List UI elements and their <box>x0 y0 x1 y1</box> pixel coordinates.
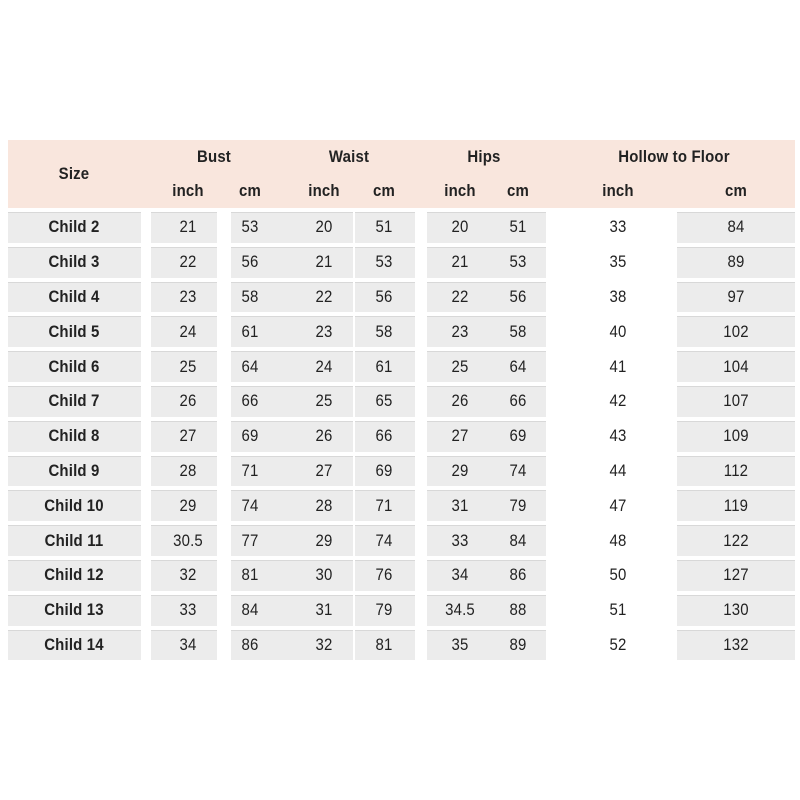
value-cell: 79 <box>375 600 393 620</box>
value-cell: 79 <box>509 495 527 515</box>
value-cell: 21 <box>315 252 333 272</box>
value-cell: 71 <box>241 460 259 480</box>
value-cell: 77 <box>241 530 259 550</box>
value-cell: 74 <box>509 460 527 480</box>
value-cell: 86 <box>241 634 259 654</box>
value-cell: 26 <box>179 391 197 411</box>
value-cell: 33 <box>451 530 469 550</box>
value-cell: 51 <box>509 217 527 237</box>
size-cell: Child 6 <box>48 356 100 376</box>
unit-header-inch: inch <box>444 181 476 200</box>
value-cell: 34 <box>179 634 197 654</box>
value-cell: 84 <box>509 530 527 550</box>
size-cell: Child 7 <box>48 391 100 411</box>
value-cell: 30 <box>315 565 333 585</box>
table-row <box>8 314 795 349</box>
value-cell: 27 <box>315 460 333 480</box>
value-cell: 33 <box>609 217 627 237</box>
size-cell: Child 2 <box>48 217 100 237</box>
value-cell: 31 <box>451 495 469 515</box>
unit-header-inch: inch <box>308 181 340 200</box>
group-header-waist: Waist <box>328 147 370 166</box>
value-cell: 27 <box>451 426 469 446</box>
value-cell: 52 <box>609 634 627 654</box>
value-cell: 112 <box>723 460 749 480</box>
group-header-bust: Bust <box>197 147 231 166</box>
value-cell: 26 <box>451 391 469 411</box>
value-cell: 71 <box>375 495 393 515</box>
value-cell: 32 <box>315 634 333 654</box>
value-cell: 51 <box>609 600 627 620</box>
table-row <box>8 384 795 419</box>
value-cell: 81 <box>375 634 393 654</box>
value-cell: 58 <box>509 321 527 341</box>
value-cell: 22 <box>451 286 469 306</box>
value-cell: 109 <box>723 426 749 446</box>
value-cell: 29 <box>451 460 469 480</box>
value-cell: 58 <box>241 286 259 306</box>
value-cell: 28 <box>179 460 197 480</box>
value-cell: 53 <box>375 252 393 272</box>
value-cell: 35 <box>451 634 469 654</box>
value-cell: 48 <box>609 530 627 550</box>
value-cell: 76 <box>375 565 393 585</box>
value-cell: 56 <box>375 286 393 306</box>
value-cell: 88 <box>509 600 527 620</box>
table-row <box>8 628 795 663</box>
unit-header-cm: cm <box>373 181 395 200</box>
value-cell: 64 <box>241 356 259 376</box>
value-cell: 61 <box>241 321 259 341</box>
value-cell: 127 <box>723 565 749 585</box>
value-cell: 20 <box>315 217 333 237</box>
value-cell: 43 <box>609 426 627 446</box>
table-row <box>8 349 795 384</box>
value-cell: 65 <box>375 391 393 411</box>
value-cell: 24 <box>179 321 197 341</box>
value-cell: 27 <box>179 426 197 446</box>
value-cell: 119 <box>723 495 749 515</box>
size-cell: Child 5 <box>48 321 100 341</box>
value-cell: 89 <box>509 634 527 654</box>
value-cell: 58 <box>375 321 393 341</box>
value-cell: 30.5 <box>173 530 203 550</box>
value-cell: 31 <box>315 600 333 620</box>
table-row <box>8 280 795 315</box>
value-cell: 89 <box>727 252 745 272</box>
value-cell: 107 <box>723 391 749 411</box>
unit-header-inch: inch <box>172 181 204 200</box>
value-cell: 29 <box>179 495 197 515</box>
size-column-header: Size <box>58 164 90 183</box>
table-row <box>8 558 795 593</box>
value-cell: 53 <box>241 217 259 237</box>
size-cell: Child 10 <box>44 495 104 515</box>
value-cell: 81 <box>241 565 259 585</box>
value-cell: 34.5 <box>445 600 475 620</box>
value-cell: 66 <box>241 391 259 411</box>
value-cell: 34 <box>451 565 469 585</box>
value-cell: 86 <box>509 565 527 585</box>
size-chart-table <box>8 140 795 664</box>
value-cell: 24 <box>315 356 333 376</box>
value-cell: 104 <box>723 356 749 376</box>
value-cell: 25 <box>451 356 469 376</box>
value-cell: 23 <box>179 286 197 306</box>
size-cell: Child 14 <box>44 634 104 654</box>
size-cell: Child 4 <box>48 286 100 306</box>
value-cell: 69 <box>241 426 259 446</box>
value-cell: 25 <box>179 356 197 376</box>
value-cell: 28 <box>315 495 333 515</box>
value-cell: 23 <box>451 321 469 341</box>
value-cell: 21 <box>179 217 197 237</box>
value-cell: 84 <box>727 217 745 237</box>
value-cell: 44 <box>609 460 627 480</box>
value-cell: 56 <box>241 252 259 272</box>
size-cell: Child 13 <box>44 600 104 620</box>
value-cell: 22 <box>315 286 333 306</box>
value-cell: 53 <box>509 252 527 272</box>
value-cell: 25 <box>315 391 333 411</box>
table-row <box>8 245 795 280</box>
value-cell: 69 <box>509 426 527 446</box>
value-cell: 23 <box>315 321 333 341</box>
value-cell: 69 <box>375 460 393 480</box>
value-cell: 66 <box>509 391 527 411</box>
value-cell: 66 <box>375 426 393 446</box>
unit-header-inch: inch <box>602 181 634 200</box>
value-cell: 61 <box>375 356 393 376</box>
size-cell: Child 11 <box>44 530 104 550</box>
value-cell: 29 <box>315 530 333 550</box>
value-cell: 64 <box>509 356 527 376</box>
value-cell: 32 <box>179 565 197 585</box>
unit-header-cm: cm <box>725 181 747 200</box>
table-row <box>8 454 795 489</box>
size-cell: Child 3 <box>48 252 100 272</box>
size-cell: Child 12 <box>44 565 104 585</box>
table-row <box>8 488 795 523</box>
size-cell: Child 9 <box>48 460 100 480</box>
unit-header-cm: cm <box>507 181 529 200</box>
group-header-hollow-to-floor: Hollow to Floor <box>618 147 730 166</box>
value-cell: 51 <box>375 217 393 237</box>
value-cell: 102 <box>723 321 749 341</box>
value-cell: 22 <box>179 252 197 272</box>
value-cell: 33 <box>179 600 197 620</box>
value-cell: 21 <box>451 252 469 272</box>
size-cell: Child 8 <box>48 426 100 446</box>
unit-header-cm: cm <box>239 181 261 200</box>
value-cell: 41 <box>609 356 627 376</box>
value-cell: 56 <box>509 286 527 306</box>
value-cell: 122 <box>723 530 749 550</box>
value-cell: 132 <box>723 634 749 654</box>
table-row <box>8 523 795 558</box>
value-cell: 47 <box>609 495 627 515</box>
value-cell: 38 <box>609 286 627 306</box>
table-row <box>8 210 795 245</box>
value-cell: 35 <box>609 252 627 272</box>
value-cell: 74 <box>375 530 393 550</box>
value-cell: 97 <box>727 286 745 306</box>
value-cell: 130 <box>723 600 749 620</box>
table-row <box>8 419 795 454</box>
value-cell: 74 <box>241 495 259 515</box>
value-cell: 50 <box>609 565 627 585</box>
value-cell: 20 <box>451 217 469 237</box>
group-header-hips: Hips <box>467 147 501 166</box>
value-cell: 42 <box>609 391 627 411</box>
value-cell: 84 <box>241 600 259 620</box>
value-cell: 40 <box>609 321 627 341</box>
table-row <box>8 593 795 628</box>
value-cell: 26 <box>315 426 333 446</box>
